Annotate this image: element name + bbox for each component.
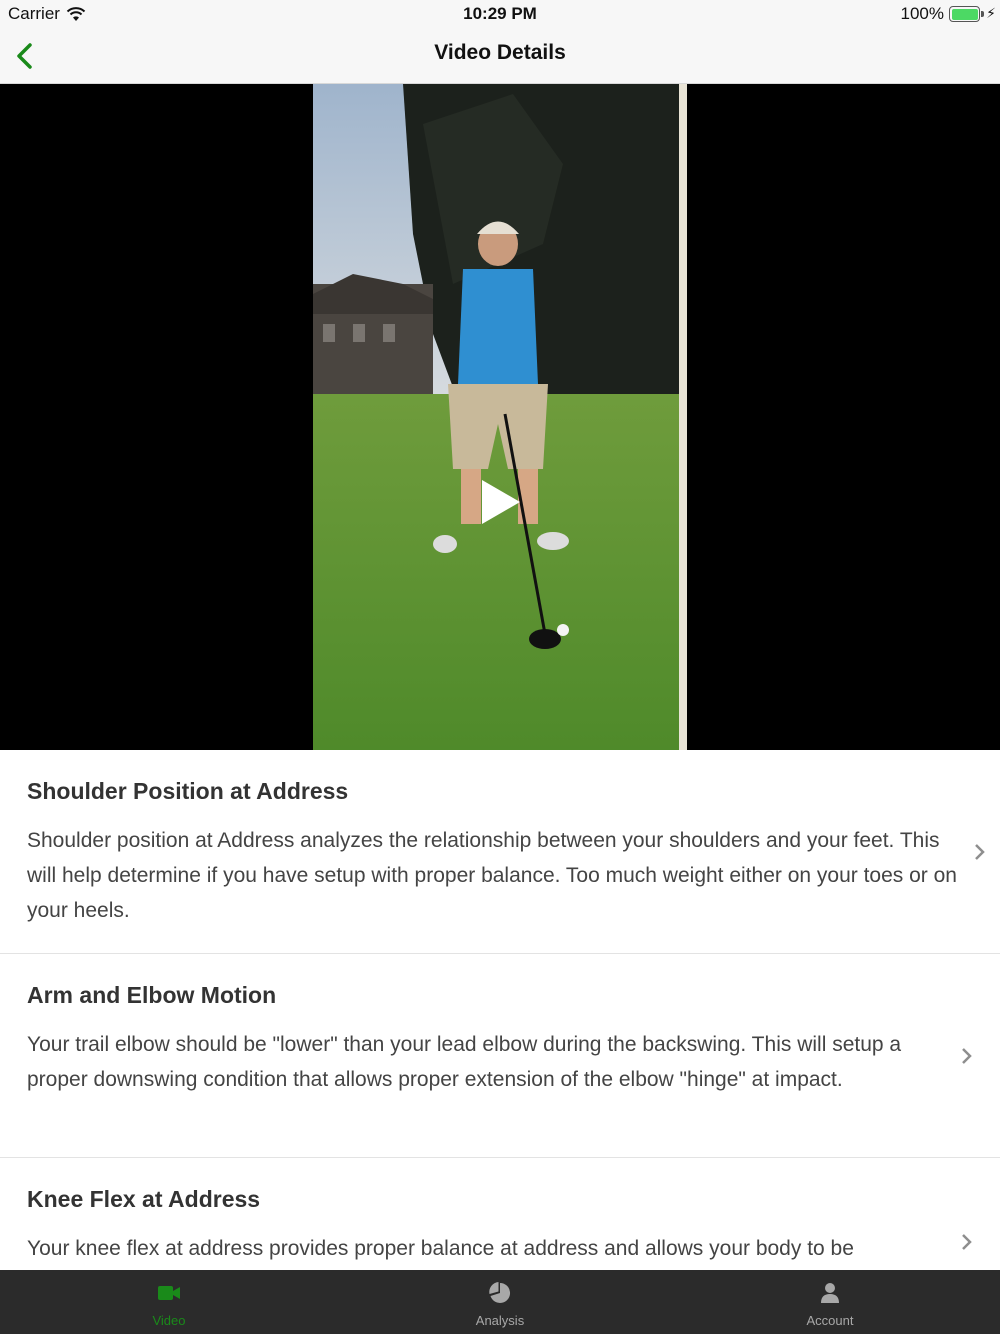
tab-label: Account xyxy=(806,1313,854,1328)
item-description: Shoulder position at Address analyzes the relationship between your shoulders and your feet. This will help determine if you have setup with proper balance. Too much weight either on your toes or on your heels. xyxy=(27,829,957,922)
chevron-right-icon xyxy=(960,1232,974,1252)
list-item[interactable] xyxy=(0,750,1000,954)
clock: 10:29 PM xyxy=(463,4,537,23)
chevron-right-icon xyxy=(973,842,987,862)
item-title: Knee Flex at Address xyxy=(27,1186,261,1212)
chevron-right-icon xyxy=(960,1046,974,1066)
battery-cap xyxy=(981,11,984,17)
pie-chart-icon xyxy=(488,1282,512,1304)
status-bar xyxy=(0,0,1000,28)
tab-bar xyxy=(0,1270,1000,1334)
page-title: Video Details xyxy=(434,41,566,64)
tab-label: Video xyxy=(152,1313,186,1328)
list-item[interactable] xyxy=(0,1158,1000,1270)
video-player[interactable] xyxy=(0,84,1000,750)
tab-video[interactable] xyxy=(69,1270,269,1334)
play-icon[interactable] xyxy=(476,476,524,528)
item-description: Your knee flex at address provides proper balance at address and allows your body to be xyxy=(27,1237,854,1260)
tab-label: Analysis xyxy=(475,1313,525,1328)
item-description: Your trail elbow should be "lower" than your lead elbow during the backswing. This will setup a proper downswing condition that allows proper extension of the elbow "hinge" at impact. xyxy=(27,1033,902,1091)
item-title: Arm and Elbow Motion xyxy=(27,982,277,1008)
person-icon xyxy=(818,1282,842,1304)
battery-icon xyxy=(949,6,980,22)
charging-icon: ⚡ xyxy=(986,5,996,21)
navigation-bar xyxy=(0,28,1000,84)
tab-account[interactable] xyxy=(730,1270,930,1334)
carrier-label: Carrier xyxy=(8,4,60,23)
video-thumbnail xyxy=(313,84,687,750)
video-camera-icon xyxy=(157,1282,181,1304)
analysis-list xyxy=(0,750,1000,1270)
tab-analysis[interactable] xyxy=(400,1270,600,1334)
list-item[interactable] xyxy=(0,954,1000,1158)
battery-percentage: 100% xyxy=(900,4,944,23)
item-title: Shoulder Position at Address xyxy=(27,778,349,804)
